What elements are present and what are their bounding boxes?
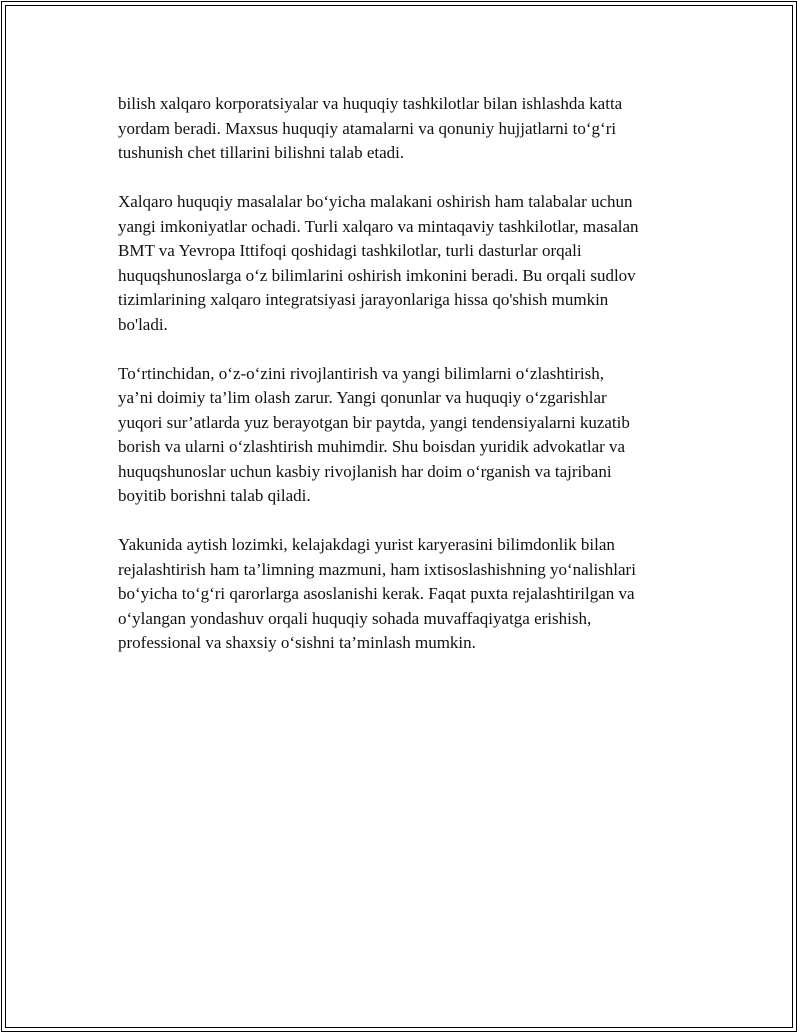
paragraph-3: To‘rtinchidan, o‘z-o‘zini rivojlantirish va yangi bilimlarni o‘zlashtirish, ya’ni doimiy ta’lim olash zarur. Yangi qonunlar va huquqiy o‘zgarishlar yuqori sur’atlarda yuz berayotgan bir paytda, yangi tendensiyalarni kuzatib borish va ularni o‘zlashtirish muhimdir. Shu boisdan yuridik advokatlar va huquqshunoslar uchun kasbiy rivojlanish har doim o‘rganish va tajribani boyitib borishni talab qiladi. <box>118 363 630 505</box>
paragraph-2: Xalqaro huquqiy masalalar bo‘yicha malakani oshirish ham talabalar uchun yangi imkoniyatlar ochadi. Turli xalqaro va mintaqaviy tashkilotlar, masalan BMT va Yevropa Ittifoqi qoshidagi tashkilotlar, turli dasturlar orqali huquqshunoslarga o‘z bilimlarini oshirish imkonini beradi. Bu orqali sudlov tizimlarining xalqaro integratsiyasi jarayonlariga hissa qo'shish mumkin bo'ladi. <box>118 192 639 334</box>
document-body <box>118 92 698 680</box>
paragraph-4: Yakunida aytish lozimki, kelajakdagi yurist karyerasini bilimdonlik bilan rejalashtirish ham ta’limning mazmuni, ham ixtisoslashishning yo‘nalishlari bo‘yicha to‘g‘ri qarorlarga asoslanishi kerak. Faqat puxta rejalashtirilgan va o‘ylangan yondashuv orqali huquqiy sohada muvaffaqiyatga erishish, professional va shaxsiy o‘sishni ta’minlash mumkin. <box>118 535 636 652</box>
paragraph-1: bilish xalqaro korporatsiyalar va huquqiy tashkilotlar bilan ishlashda katta yordam beradi. Maxsus huquqiy atamalarni va qonuniy hujjatlarni to‘g‘ri tushunish chet tillarini bilishni talab etadi. <box>118 94 623 162</box>
